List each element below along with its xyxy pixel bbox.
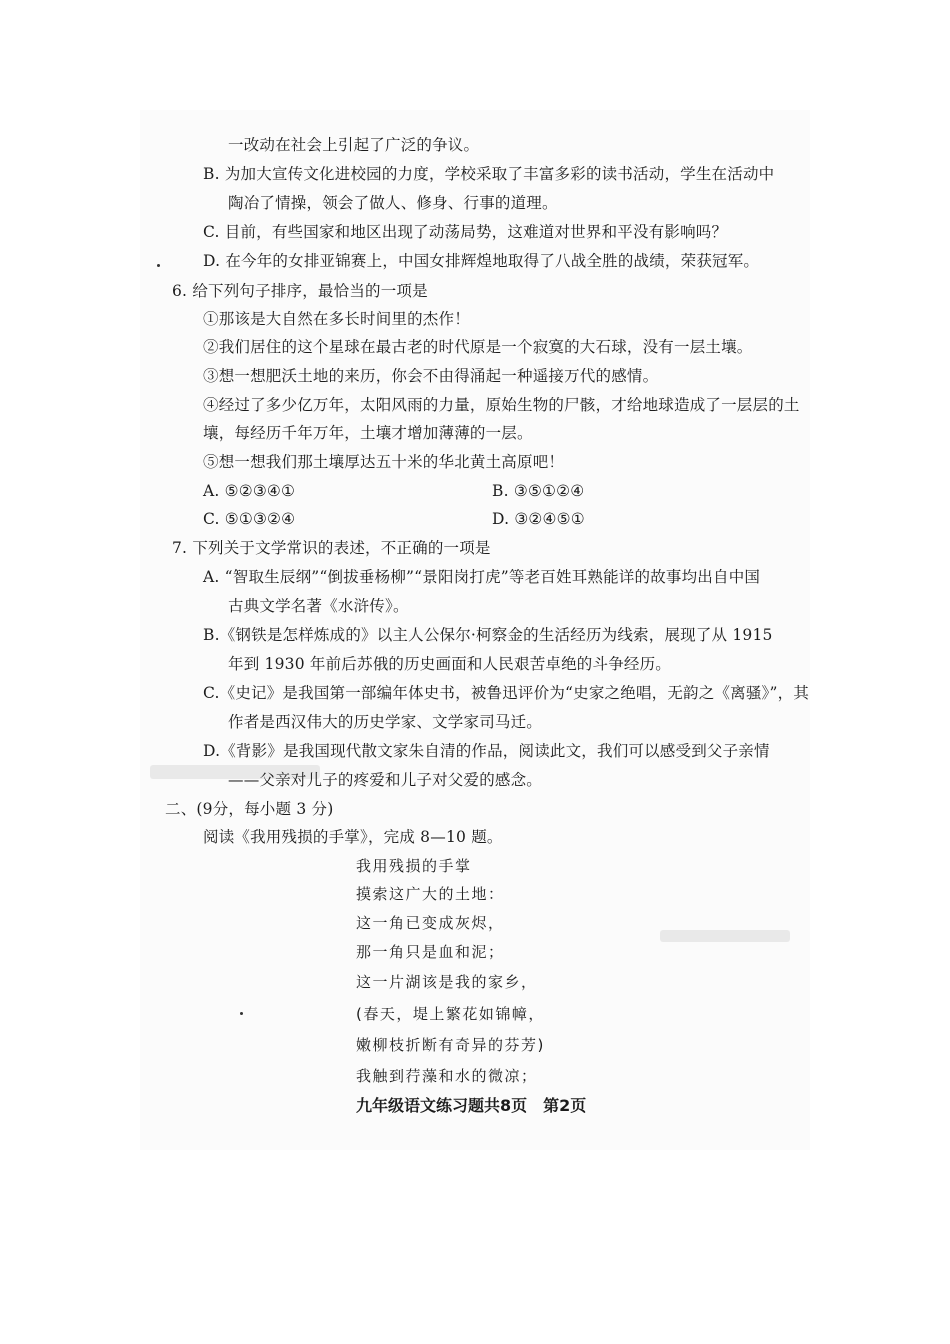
q6-sentence-3: ③想一想肥沃土地的来历，你会不由得涌起一种遥接万代的感情。 — [203, 367, 659, 385]
poem-line-6: (春天，堤上繁花如锦幛， — [356, 1005, 545, 1023]
q7-option-d-line1: D.《背影》是我国现代散文家朱自清的作品，阅读此文，我们可以感受到父子亲情 — [203, 742, 770, 760]
q6-sentence-1: ①那该是大自然在多长时间里的杰作！ — [203, 310, 470, 328]
poem-line-5: 这一片湖该是我的家乡， — [356, 973, 538, 991]
poem-line-2: 摸索这广大的土地： — [356, 885, 505, 903]
q6-sentence-5: ⑤想一想我们那土壤厚达五十米的华北黄土高原吧！ — [203, 453, 565, 471]
q6-option-c: C. ⑤①③②④ — [203, 510, 296, 528]
q7-option-c-line1: C.《史记》是我国第一部编年体史书，被鲁迅评价为“史家之绝唱，无韵之《离骚》”，其 — [203, 684, 810, 702]
q5-option-d: D. 在今年的女排亚锦赛上，中国女排辉煌地取得了八战全胜的战绩，荣获冠军。 — [203, 252, 760, 270]
section-2-heading: 二、(9分，每小题 3 分) — [165, 800, 334, 818]
q7-stem: 7. 下列关于文学常识的表述，不正确的一项是 — [172, 539, 491, 557]
q7-option-b-line2: 年到 1930 年前后苏俄的历史画面和人民艰苦卓绝的斗争经历。 — [228, 655, 672, 673]
page-footer: 九年级语文练习题共8页 第2页 — [356, 1096, 587, 1115]
q6-option-a: A. ⑤②③④① — [203, 482, 296, 500]
scan-smudge — [660, 930, 790, 942]
q6-option-b: B. ③⑤①②④ — [492, 482, 585, 500]
scan-speck — [157, 264, 160, 267]
q5-option-b-line1: B. 为加大宣传文化进校园的力度，学校采取了丰富多彩的读书活动，学生在活动中 — [203, 165, 775, 183]
q7-option-a-line2: 古典文学名著《水浒传》。 — [228, 597, 409, 615]
poem-line-3: 这一角已变成灰烬， — [356, 914, 505, 932]
q6-sentence-4-line1: ④经过了多少亿万年，太阳风雨的力量，原始生物的尸骸，才给地球造成了一层层的土 — [203, 396, 800, 414]
poem-line-1: 我用残损的手掌 — [356, 857, 472, 875]
q7-option-c-line2: 作者是西汉伟大的历史学家、文学家司马迁。 — [228, 713, 543, 731]
section-2-intro: 阅读《我用残损的手掌》，完成 8—10 题。 — [203, 828, 503, 846]
poem-line-8: 我触到荇藻和水的微凉； — [356, 1067, 538, 1085]
poem-line-4: 那一角只是血和泥； — [356, 943, 505, 961]
q6-option-d: D. ③②④⑤① — [492, 510, 585, 528]
q6-sentence-2: ②我们居住的这个星球在最古老的时代原是一个寂寞的大石球，没有一层土壤。 — [203, 338, 753, 356]
q6-sentence-4-line2: 壤，每经历千年万年，土壤才增加薄薄的一层。 — [203, 424, 533, 442]
q5-option-b-line2: 陶冶了情操，领会了做人、修身、行事的道理。 — [228, 194, 558, 212]
q5-option-a-continuation: 一改动在社会上引起了广泛的争议。 — [228, 136, 480, 154]
q7-option-a-line1: A. “智取生辰纲”“倒拔垂杨柳”“景阳岗打虎”等老百姓耳熟能详的故事均出自中国 — [203, 568, 761, 586]
q5-option-c: C. 目前，有些国家和地区出现了动荡局势，这难道对世界和平没有影响吗？ — [203, 223, 728, 241]
q7-option-b-line1: B.《钢铁是怎样炼成的》以主人公保尔·柯察金的生活经历为线索，展现了从 1915 — [203, 626, 773, 644]
scan-speck — [240, 1012, 243, 1015]
poem-line-7: 嫩柳枝折断有奇异的芬芳) — [356, 1036, 545, 1054]
q7-option-d-line2: ——父亲对儿子的疼爱和儿子对父爱的感念。 — [228, 771, 543, 789]
q6-stem: 6. 给下列句子排序，最恰当的一项是 — [172, 282, 428, 300]
